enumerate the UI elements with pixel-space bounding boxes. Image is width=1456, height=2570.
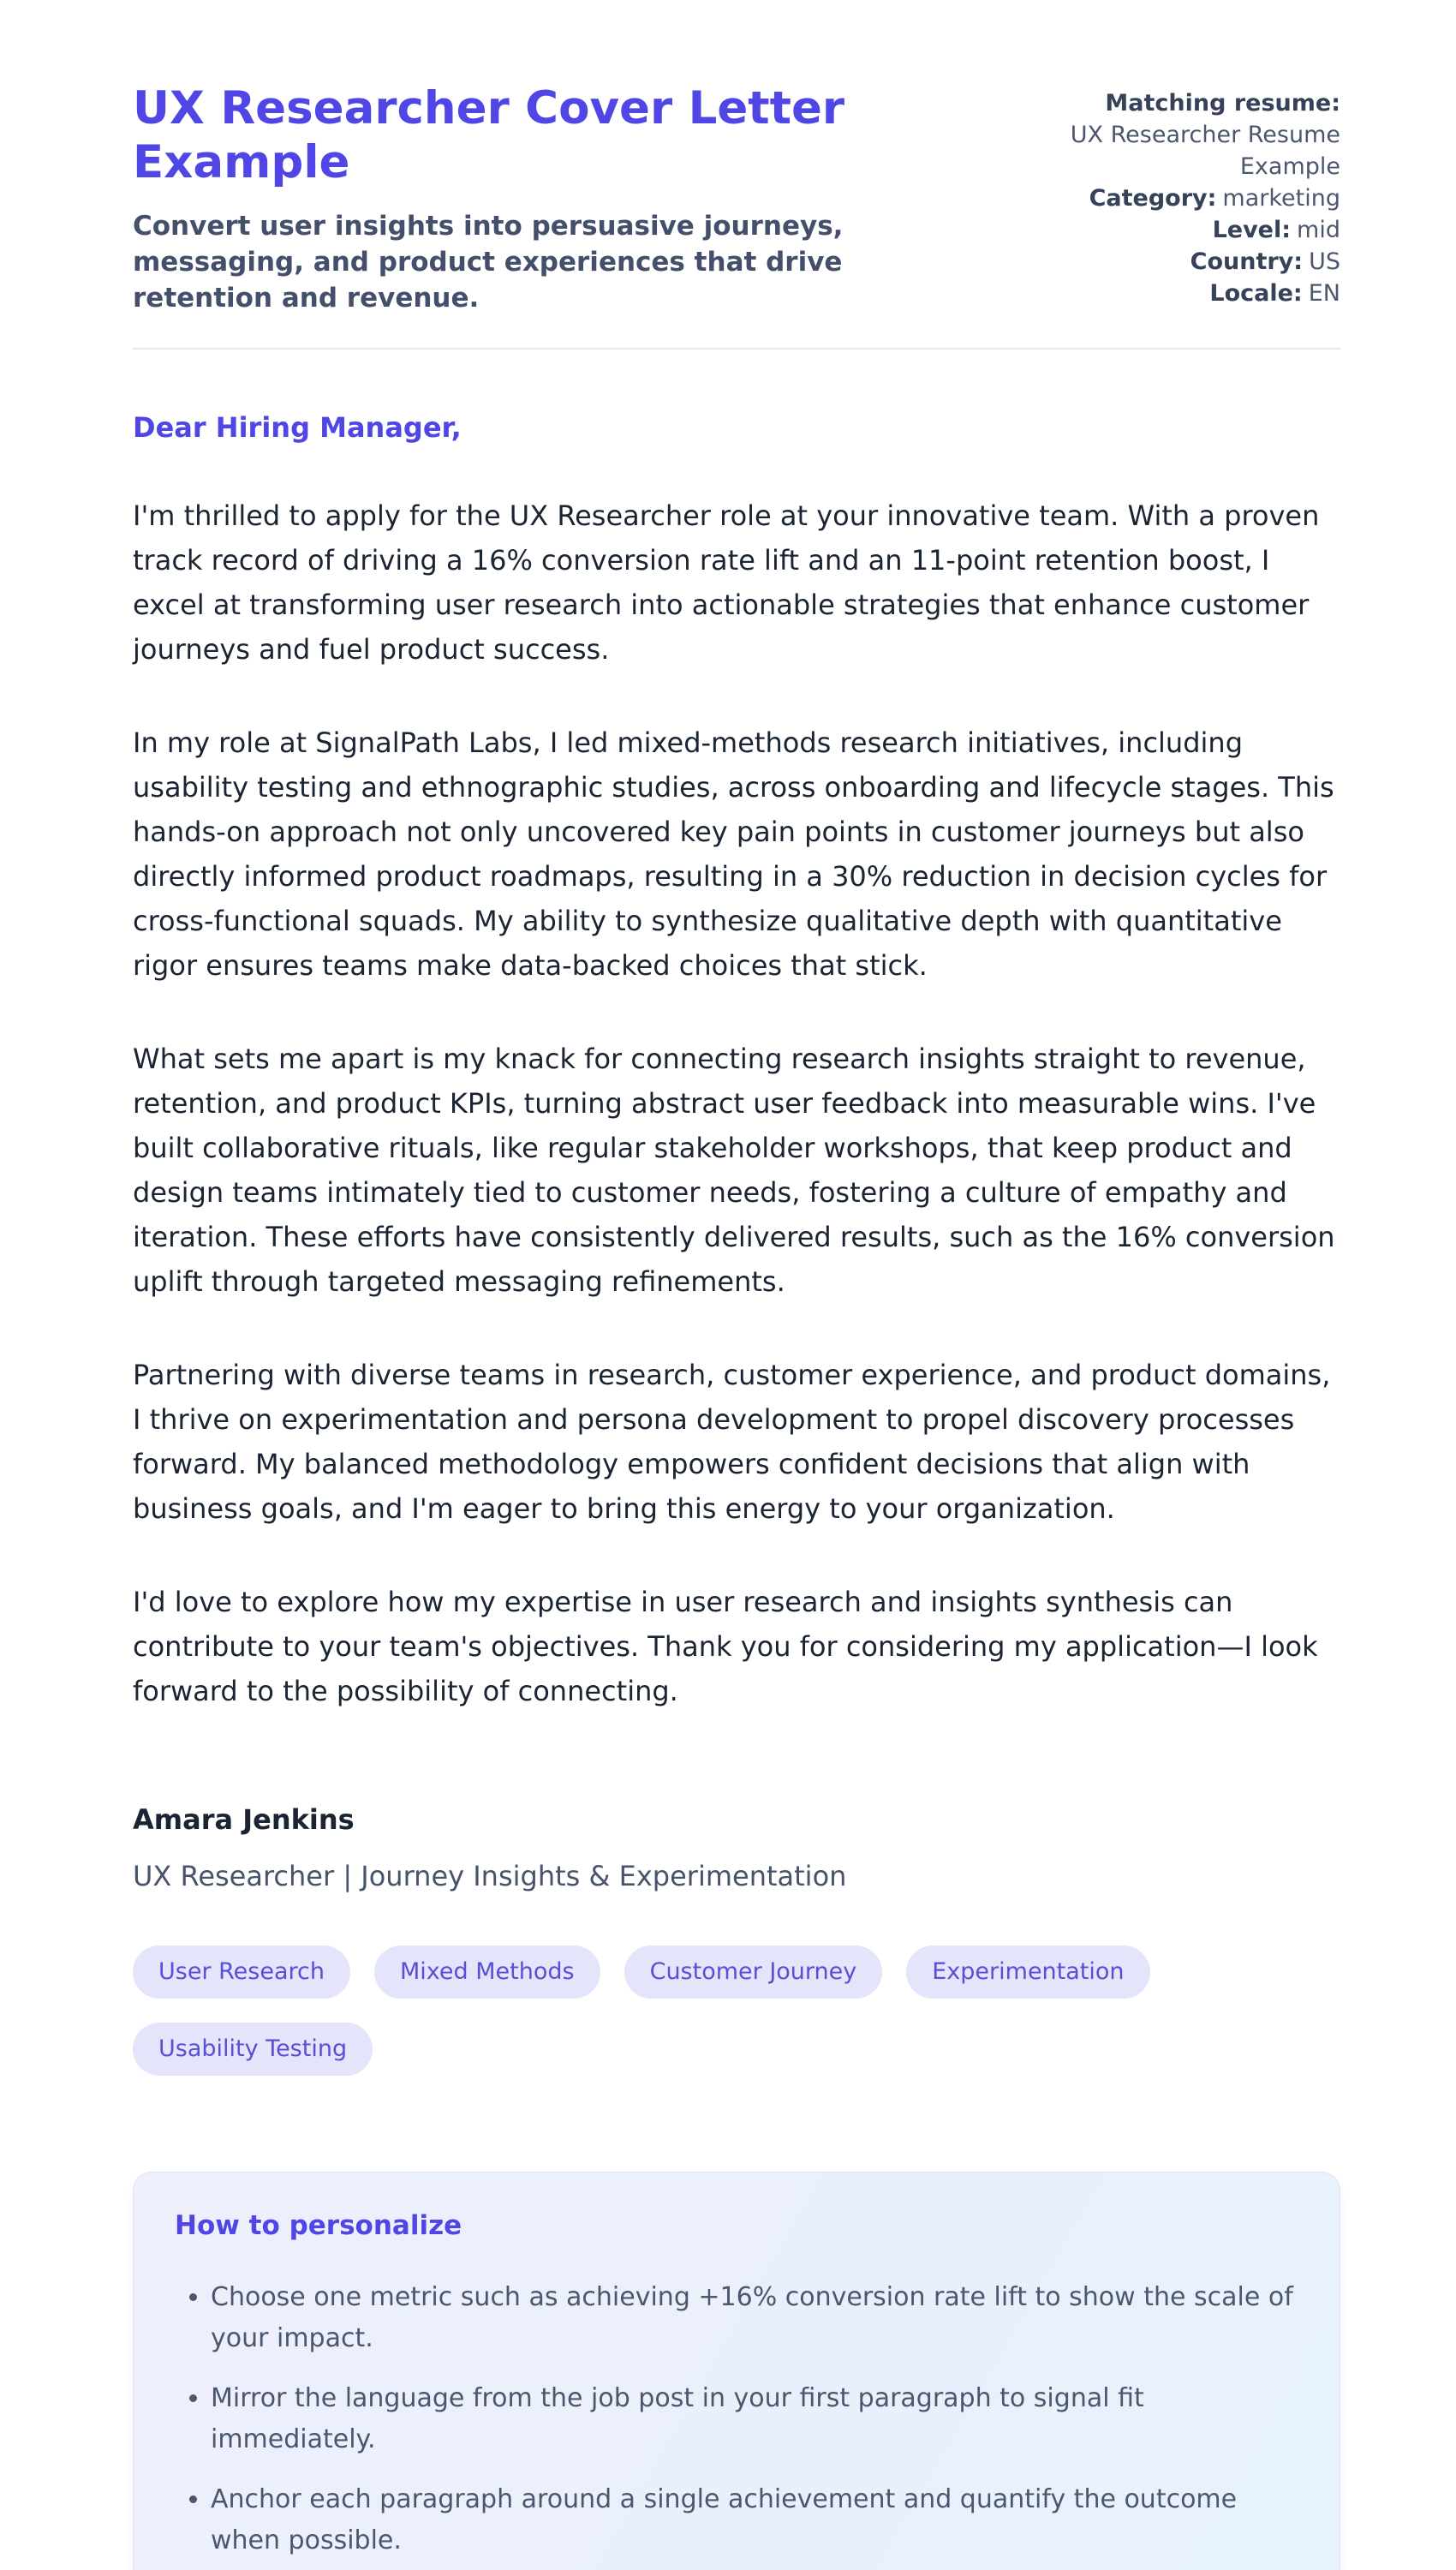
letter-paragraph-3: What sets me apart is my knack for connecting research insights straight to revenue, retention, and product KPIs, turning abstract user feedback into measurable wins. I've built collaborative rituals, like regular stakeholder workshops, that keep product and design teams intimately tied to customer needs, fostering a culture of empathy and iteration. These efforts have consistently delivered results, such as the 16% conversion uplift through targeted messaging refinements. <box>133 1042 1335 1298</box>
personalize-tip-3: • Anchor each paragraph around a single achievement and quantify the outcome when possible. <box>211 2479 1298 2561</box>
tags-row <box>133 1945 1340 2076</box>
meta-level <box>1058 214 1340 246</box>
signature-role: UX Researcher | Journey Insights & Experimentation <box>133 1859 847 1892</box>
personalize-heading: How to personalize <box>175 2209 462 2241</box>
meta-category <box>1058 182 1340 214</box>
page-subtitle: Convert user insights into persuasive journeys, messaging, and product experiences that drive retention and revenue. <box>133 211 844 314</box>
meta-category-value: marketing <box>1222 185 1340 212</box>
tag-user-research: User Research <box>133 1945 350 1999</box>
personalize-callout <box>133 2172 1340 2570</box>
meta-category-label: Category: <box>1089 185 1217 212</box>
signature-name: Amara Jenkins <box>133 1802 355 1836</box>
meta-locale-label: Locale: <box>1209 280 1303 307</box>
header <box>133 82 1340 317</box>
content-column <box>133 0 1340 2570</box>
meta-locale-value: EN <box>1308 280 1340 307</box>
meta-locale <box>1058 278 1340 309</box>
personalize-tip-2: • Mirror the language from the job post in your first paragraph to signal fit immediately. <box>211 2378 1298 2460</box>
header-divider <box>133 348 1340 350</box>
tag-experimentation: Experimentation <box>906 1945 1149 1999</box>
page-title: UX Researcher Cover Letter Example <box>133 82 845 188</box>
meta-resume-label: Matching resume: <box>1105 90 1340 117</box>
letter-greeting: Dear Hiring Manager, <box>133 410 462 444</box>
meta-country-value: US <box>1309 248 1340 275</box>
title-block <box>133 82 972 317</box>
letter-paragraph-4: Partnering with diverse teams in research, customer experience, and product domains, I thrive on experimentation and persona development to propel discovery processes forward. My balanced methodology empowers confident decisions that align with business goals, and I'm eager to bring this energy to your organization. <box>133 1358 1331 1525</box>
tag-mixed-methods: Mixed Methods <box>374 1945 600 1999</box>
tag-customer-journey: Customer Journey <box>624 1945 883 1999</box>
letter-paragraph-2: In my role at SignalPath Labs, I led mixed-methods research initiatives, including usability testing and ethnographic studies, across onboarding and lifecycle stages. This hands-on approach not only uncovered key pain points in customer journeys but also directly informed product roadmaps, resulting in a 30% reduction in decision cycles for cross-functional squads. My ability to synthesize qualitative depth with quantitative rigor ensures teams make data-backed choices that stick. <box>133 726 1334 982</box>
personalize-tip-list <box>175 2277 1298 2561</box>
meta-country <box>1058 246 1340 278</box>
letter-paragraph-5: I'd love to explore how my expertise in user research and insights synthesis can contribute to your team's objectives. Thank you for considering my application—I look forward to the possibility of connecting. <box>133 1585 1318 1707</box>
tag-usability-testing: Usability Testing <box>133 2023 373 2076</box>
meta-resume-value: UX Researcher Resume Example <box>1070 122 1340 180</box>
letter-paragraph-1: I'm thrilled to apply for the UX Researcher role at your innovative team. With a proven track record of driving a 16% conversion rate lift and an 11-point retention boost, I excel at transforming user research into actionable strategies that enhance customer journeys and fuel product success. <box>133 499 1320 666</box>
meta-level-value: mid <box>1297 217 1340 243</box>
meta-block <box>1058 82 1340 309</box>
meta-level-label: Level: <box>1212 217 1292 243</box>
meta-country-label: Country: <box>1190 248 1304 275</box>
personalize-tip-1: • Choose one metric such as achieving +16% conversion rate lift to show the scale of your impact. <box>211 2277 1298 2359</box>
